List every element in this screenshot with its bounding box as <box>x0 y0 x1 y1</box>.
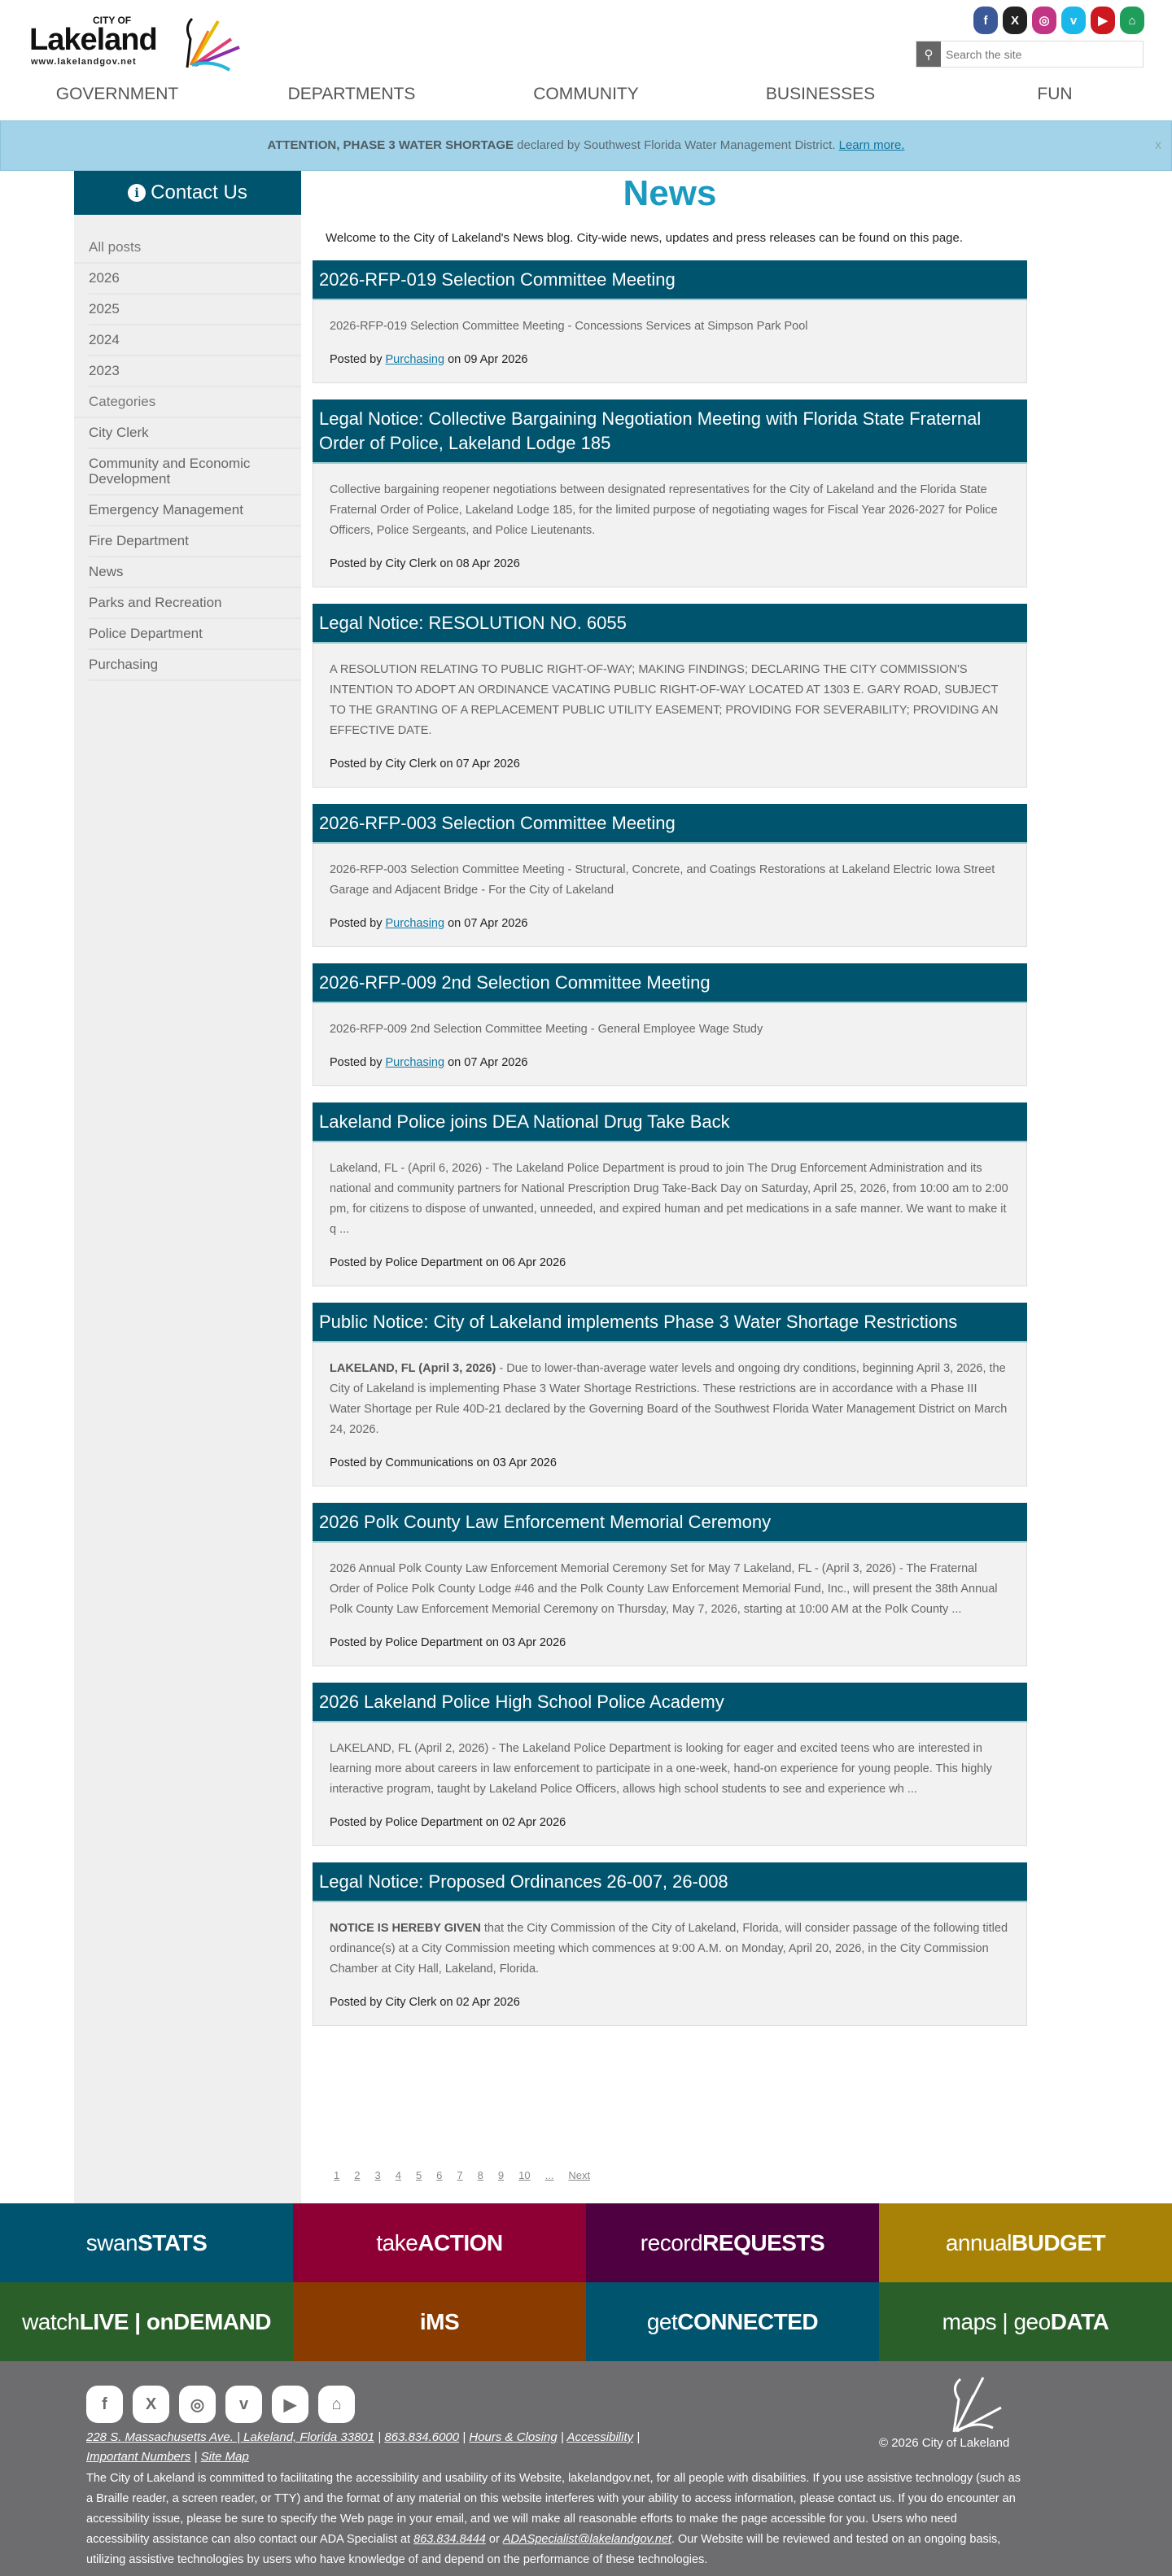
alert-learn-more-link[interactable]: Learn more. <box>838 138 905 152</box>
footer-accessibility-link[interactable]: Accessibility <box>566 2430 634 2444</box>
accessibility-text: The City of Lakeland is committed to facilitating the accessibility and usability of its Website, lakelandgov.net, for all people with disabilities. If you use assistive technology (such as a Braille reader, a screen reader, or TTY) and the format of any material on this website interferes with your ability to access information, please contact us. If you do encounter an accessibility issue, please be sure to specify the Web page in your email, and we will make all reasonable efforts to make the page accessible for you. Users who need accessibility assistance can also contact our ADA Specialist at <box>86 2472 1021 2546</box>
main-content <box>313 171 1027 2042</box>
post-excerpt-text: Lakeland, FL - (April 6, 2026) - The Lakeland Police Department is proud to join The Drug Enforcement Administration and its national and community partners for National Prescription Drug Take-Back Day on Saturday, April 25, 2026, from 10:00 am to 2:00 pm, for citizens to dispose of unwanted, unneeded, and expired human and pet medications in a safe manner. We want to make it q ... <box>330 1162 1008 1236</box>
page-link[interactable]: 8 <box>477 2169 483 2181</box>
search-box <box>916 41 1144 68</box>
post-excerpt <box>330 480 1010 541</box>
quick-link-tile[interactable] <box>879 2203 1172 2282</box>
sidebar-item-year[interactable]: 2024 <box>89 325 301 356</box>
instagram-icon[interactable]: ◎ <box>179 2386 216 2423</box>
nav-fun[interactable]: FUN <box>1037 85 1073 103</box>
post-meta <box>330 1256 1010 1269</box>
youtube-icon[interactable]: ▶ <box>1091 7 1115 34</box>
post-author: Police Department <box>385 1256 483 1269</box>
posted-by-label: Posted by <box>330 1256 386 1269</box>
post-author-link[interactable]: Purchasing <box>385 917 445 930</box>
quick-link-tile[interactable] <box>586 2203 879 2282</box>
post-meta <box>330 557 1010 570</box>
post-title-link[interactable]: Legal Notice: RESOLUTION NO. 6055 <box>313 604 1027 644</box>
post-body <box>313 1543 1027 1666</box>
page-link[interactable]: 10 <box>518 2169 531 2181</box>
post-date: 02 Apr 2026 <box>456 1996 520 2009</box>
news-post <box>313 1683 1027 1846</box>
on-label: on <box>436 1996 457 2009</box>
x-icon[interactable]: X <box>1003 7 1027 34</box>
quick-link-tile[interactable] <box>0 2203 293 2282</box>
post-date: 03 Apr 2026 <box>501 1636 566 1649</box>
sidebar-list <box>74 233 301 681</box>
vimeo-icon[interactable]: v <box>225 2386 262 2423</box>
tile-label-light: swan <box>85 2229 138 2255</box>
tile-label-light: maps | geo <box>942 2308 1051 2334</box>
alert-text: declared by Southwest Florida Water Management District. <box>514 138 839 152</box>
post-title-link[interactable]: Lakeland Police joins DEA National Drug Take Back <box>313 1102 1027 1142</box>
post-excerpt-text: A RESOLUTION RELATING TO PUBLIC RIGHT-OF-WAY; MAKING FINDINGS; DECLARING THE CITY COMMISSION'S INTENTION TO ADOPT AN ORDINANCE VACATING PUBLIC RIGHT-OF-WAY LOCATED AT 1303 E. GARY ROAD, SUBJECT TO THE GRANTING OF A REPLACEMENT PUBLIC UTILITY EASEMENT; PROVIDING FOR SEVERABILITY; PROVIDING AN EFFECTIVE DATE. <box>330 663 999 737</box>
post-excerpt-lead: LAKELAND, FL (April 3, 2026) <box>330 1362 496 1375</box>
quick-link-tile[interactable] <box>293 2203 586 2282</box>
post-meta <box>330 1636 1010 1649</box>
tile-label-bold: BUDGET <box>1011 2229 1106 2255</box>
news-post <box>313 804 1027 947</box>
on-label: on <box>482 1256 502 1269</box>
page-link[interactable]: 1 <box>334 2169 340 2181</box>
pagination <box>334 2169 590 2181</box>
post-author: Police Department <box>385 1816 483 1829</box>
alert-close-button[interactable]: x <box>1155 138 1161 152</box>
post-author: Police Department <box>385 1636 483 1649</box>
posted-by-label: Posted by <box>330 1456 386 1469</box>
post-date: 03 Apr 2026 <box>492 1456 557 1469</box>
post-body <box>313 1003 1027 1086</box>
quick-link-tile[interactable] <box>0 2282 293 2361</box>
sidebar-item-year[interactable]: 2026 <box>89 264 301 295</box>
post-date: 06 Apr 2026 <box>501 1256 566 1269</box>
page-link[interactable]: ... <box>544 2169 554 2181</box>
sidebar-item-category[interactable]: Purchasing <box>89 650 301 681</box>
quick-link-tile[interactable] <box>879 2282 1172 2361</box>
post-excerpt <box>330 317 1010 337</box>
tile-label-light: record <box>640 2229 703 2255</box>
post-excerpt-text: 2026-RFP-003 Selection Committee Meeting - Structural, Concrete, and Coatings Restorations at Lakeland Electric Iowa Street Garage and Adjacent Bridge - For the City of Lakeland <box>330 863 995 897</box>
page-link[interactable]: 2 <box>354 2169 361 2181</box>
on-label: on <box>482 1636 502 1649</box>
quick-link-tile[interactable] <box>293 2282 586 2361</box>
quick-link-tiles <box>0 2203 1172 2361</box>
footer-hours-link[interactable]: Hours & Closing <box>469 2430 558 2444</box>
posted-by-label: Posted by <box>330 557 386 570</box>
city-logo[interactable] <box>29 15 241 72</box>
tile-label-bold: LIVE | onDEMAND <box>79 2308 271 2334</box>
on-label: on <box>444 1056 465 1069</box>
post-excerpt-text: 2026-RFP-019 Selection Committee Meeting - Concessions Services at Simpson Park Pool <box>330 320 808 333</box>
post-author: City Clerk <box>385 758 437 771</box>
on-label: on <box>444 353 465 366</box>
post-meta <box>330 917 1010 930</box>
post-title-link[interactable]: 2026-RFP-019 Selection Committee Meeting <box>313 260 1027 300</box>
footer-phone-link[interactable]: 863.834.6000 <box>384 2430 460 2444</box>
logo-city-of: CITY OF <box>93 15 132 26</box>
footer-address-link[interactable]: 228 S. Massachusetts Ave. | Lakeland, Florida 33801 <box>86 2430 375 2444</box>
post-title-link[interactable]: 2026-RFP-003 Selection Committee Meeting <box>313 804 1027 844</box>
news-post <box>313 1303 1027 1487</box>
posted-by-label: Posted by <box>330 1056 386 1069</box>
sidebar-item-category[interactable]: Fire Department <box>89 526 301 557</box>
page-link[interactable]: 9 <box>497 2169 505 2181</box>
search-icon[interactable]: ⚲ <box>916 41 941 67</box>
post-excerpt <box>330 860 1010 901</box>
post-excerpt <box>330 1739 1010 1800</box>
accessibility-text-end: . Our Website will be reviewed and tested on an ongoing basis, utilizing assistive technologies by users who have knowledge of and depend on the performance of these technologies. <box>86 2533 1001 2566</box>
footer-links: 228 S. Massachusetts Ave. | Lakeland, Florida 33801 | 863.834.6000 | Hours & Closing | Accessibility | Important Numbers | Site Map <box>86 2430 641 2464</box>
ada-phone-link[interactable]: 863.834.8444 <box>413 2533 486 2546</box>
home-icon[interactable]: ⌂ <box>318 2386 355 2423</box>
sidebar-item-all-posts[interactable]: All posts <box>74 233 301 264</box>
sidebar-item-year[interactable]: 2025 <box>89 295 301 325</box>
post-title-link[interactable]: Legal Notice: Collective Bargaining Negotiation Meeting with Florida State Fraternal Order of Police, Lakeland Lodge 185 <box>313 399 1027 464</box>
welcome-text: Welcome to the City of Lakeland's News blog. City-wide news, updates and press releases can be found on this page. <box>326 231 964 245</box>
copyright: © 2026 City of Lakeland <box>879 2436 1010 2450</box>
search-input[interactable] <box>941 41 1143 67</box>
nav-departments[interactable]: DEPARTMENTS <box>287 85 416 103</box>
footer-important-numbers-link[interactable]: Important Numbers <box>86 2450 191 2464</box>
posted-by-label: Posted by <box>330 1636 386 1649</box>
posted-by-label: Posted by <box>330 353 386 366</box>
logo-url: www.lakelandgov.net <box>31 57 137 67</box>
post-excerpt <box>330 1919 1010 1980</box>
post-title-link[interactable]: Public Notice: City of Lakeland implements Phase 3 Water Shortage Restrictions <box>313 1303 1027 1343</box>
post-body <box>313 1902 1027 2026</box>
on-label: on <box>436 557 457 570</box>
post-meta <box>330 758 1010 771</box>
post-meta <box>330 1996 1010 2009</box>
sidebar-item-category[interactable]: News <box>89 557 301 588</box>
post-body <box>313 1142 1027 1286</box>
footer-social-links <box>86 2386 355 2423</box>
main-nav <box>0 85 1172 104</box>
tile-label-bold: STATS <box>138 2229 208 2255</box>
facebook-icon[interactable]: f <box>86 2386 123 2423</box>
quick-link-tile[interactable] <box>586 2282 879 2361</box>
page-link[interactable]: 5 <box>415 2169 422 2181</box>
page-link[interactable]: 7 <box>457 2169 463 2181</box>
logo-name: Lakeland <box>29 23 157 57</box>
post-author-link[interactable]: Purchasing <box>385 353 445 366</box>
nav-businesses[interactable]: BUSINESSES <box>765 85 876 103</box>
vimeo-icon[interactable]: v <box>1061 7 1086 34</box>
water-shortage-alert <box>0 120 1172 171</box>
post-date: 08 Apr 2026 <box>456 557 520 570</box>
sidebar-item-category[interactable]: Police Department <box>89 619 301 650</box>
instagram-icon[interactable]: ◎ <box>1032 7 1056 34</box>
alert-title: ATTENTION, PHASE 3 WATER SHORTAGE <box>267 138 514 152</box>
post-excerpt-text: 2026 Annual Polk County Law Enforcement Memorial Ceremony Set for May 7 Lakeland, FL - (April 3, 2026) - The Fraternal Order of Police Polk County Lodge #46 and the Polk County Law Enforcement Memorial Fund, Inc., will present the 38th Annual Polk County Law Enforcement Memorial Ceremony on Thursday, May 7, 2026, starting at 10:00 AM at the Polk County ... <box>330 1562 998 1616</box>
news-post <box>313 604 1027 788</box>
post-excerpt-text: Collective bargaining reopener negotiations between designated representatives for the City of Lakeland and the Florida State Fraternal Order of Police, Lakeland Lodge 185, for the limited purpose of negotiating wages for Fiscal Year 2026-2027 for Police Officers, Police Sergeants, and Police Lieutenants. <box>330 483 998 537</box>
post-excerpt <box>330 1159 1010 1240</box>
tile-label-light: annual <box>945 2229 1012 2255</box>
tile-label-light: take <box>376 2229 418 2255</box>
tile-label-bold: REQUESTS <box>702 2229 825 2255</box>
on-label: on <box>436 758 457 771</box>
sidebar-item-category[interactable]: City Clerk <box>89 418 301 449</box>
post-excerpt <box>330 1359 1010 1440</box>
home-icon[interactable]: ⌂ <box>1120 7 1144 34</box>
post-excerpt-text: that the City Commission of the City of Lakeland, Florida, will consider passage of the following titled ordinance(s) at a City Commission meeting which commences at 9:00 A.M. on Monday, April 20, 2026, in the City Commission Chamber at City Hall, Lakeland, Florida. <box>330 1922 1008 1976</box>
tile-label-bold: ACTION <box>418 2229 503 2255</box>
post-date: 07 Apr 2026 <box>464 1056 528 1069</box>
contact-us-button[interactable] <box>74 171 301 215</box>
nav-community[interactable]: COMMUNITY <box>533 85 639 103</box>
site-footer <box>0 2361 1172 2576</box>
post-body <box>313 644 1027 788</box>
tile-label-bold: CONNECTED <box>677 2308 819 2334</box>
page-link[interactable]: 4 <box>395 2169 401 2181</box>
post-excerpt <box>330 1019 1010 1040</box>
sidebar-item-category[interactable]: Parks and Recreation <box>89 588 301 619</box>
ada-email-link[interactable]: ADASpecialist@lakelandgov.net <box>502 2533 671 2546</box>
nav-government[interactable]: GOVERNMENT <box>55 85 179 103</box>
contact-us-label: Contact Us <box>151 181 247 203</box>
tile-label-bold: iMS <box>419 2308 460 2334</box>
post-title-link[interactable]: 2026 Polk County Law Enforcement Memorial Ceremony <box>313 1503 1027 1543</box>
on-label: on <box>482 1816 502 1829</box>
sidebar <box>74 171 301 2203</box>
news-post <box>313 1503 1027 1666</box>
page-link[interactable]: 3 <box>374 2169 381 2181</box>
post-list <box>313 260 1027 2026</box>
youtube-icon[interactable]: ▶ <box>272 2386 308 2423</box>
accessibility-statement <box>86 2469 1022 2570</box>
page-title: News <box>623 173 717 213</box>
posted-by-label: Posted by <box>330 917 386 930</box>
page-link[interactable]: Next <box>568 2169 591 2181</box>
footer-site-map-link[interactable]: Site Map <box>200 2450 249 2464</box>
footer-swan-logo-icon <box>936 2371 1017 2436</box>
post-title-link[interactable]: 2026 Lakeland Police High School Police Academy <box>313 1683 1027 1722</box>
site-header <box>0 0 1172 120</box>
news-post <box>313 963 1027 1086</box>
sidebar-item-category[interactable]: Community and Economic Development <box>89 449 301 496</box>
news-post <box>313 399 1027 587</box>
post-body <box>313 464 1027 587</box>
sidebar-item-year[interactable]: 2023 <box>89 356 301 387</box>
post-meta <box>330 1056 1010 1069</box>
post-body <box>313 1722 1027 1846</box>
post-excerpt-text: LAKELAND, FL (April 2, 2026) - The Lakeland Police Department is looking for eager and excited teens who are interested in learning more about careers in law enforcement to participate in a one-week, hand-on experience for young people. This highly interactive program, taught by Lakeland Police Officers, allows high school students to see and experience wh ... <box>330 1742 992 1796</box>
posted-by-label: Posted by <box>330 1996 386 2009</box>
post-body <box>313 1343 1027 1487</box>
on-label: on <box>444 917 465 930</box>
post-meta <box>330 1816 1010 1829</box>
post-excerpt <box>330 1559 1010 1620</box>
post-excerpt-lead: NOTICE IS HEREBY GIVEN <box>330 1922 481 1935</box>
post-date: 09 Apr 2026 <box>464 353 528 366</box>
news-post <box>313 260 1027 383</box>
post-body <box>313 300 1027 383</box>
page-link[interactable]: 6 <box>436 2169 443 2181</box>
on-label: on <box>473 1456 493 1469</box>
post-author: Communications <box>385 1456 474 1469</box>
post-author-link[interactable]: Purchasing <box>385 1056 445 1069</box>
post-author: City Clerk <box>385 1996 437 2009</box>
post-date: 02 Apr 2026 <box>501 1816 566 1829</box>
post-excerpt-text: 2026-RFP-009 2nd Selection Committee Meeting - General Employee Wage Study <box>330 1023 763 1036</box>
posted-by-label: Posted by <box>330 758 386 771</box>
news-post <box>313 1102 1027 1286</box>
news-post <box>313 1862 1027 2026</box>
post-date: 07 Apr 2026 <box>464 917 528 930</box>
posted-by-label: Posted by <box>330 1816 386 1829</box>
post-title-link[interactable]: Legal Notice: Proposed Ordinances 26-007, 26-008 <box>313 1862 1027 1902</box>
post-meta <box>330 353 1010 366</box>
post-title-link[interactable]: 2026-RFP-009 2nd Selection Committee Meeting <box>313 963 1027 1003</box>
info-icon: i <box>128 184 146 202</box>
sidebar-categories-heading: Categories <box>74 387 301 418</box>
post-excerpt <box>330 660 1010 741</box>
swan-logo-icon <box>168 15 241 72</box>
or-text: or <box>485 2533 503 2546</box>
post-date: 07 Apr 2026 <box>456 758 520 771</box>
post-body <box>313 844 1027 947</box>
post-author: City Clerk <box>385 557 437 570</box>
facebook-icon[interactable]: f <box>973 7 998 34</box>
x-icon[interactable]: X <box>133 2386 169 2423</box>
tile-label-bold: DATA <box>1050 2308 1109 2334</box>
post-excerpt-text: - Due to lower-than-average water levels and ongoing dry conditions, beginning April 3, 2026, the City of Lakeland is implementing Phase 3 Water Shortage Restrictions. These restrictions are in accordance with a Phase III Water Shortage per Rule 40D-21 declared by the Governing Board of the Southwest Florida Water Management District on March 24, 2026. <box>330 1362 1008 1436</box>
social-links <box>973 7 1144 34</box>
tile-label-light: get <box>646 2308 678 2334</box>
sidebar-item-category[interactable]: Emergency Management <box>89 496 301 526</box>
tile-label-light: watch <box>22 2308 80 2334</box>
post-meta <box>330 1456 1010 1469</box>
